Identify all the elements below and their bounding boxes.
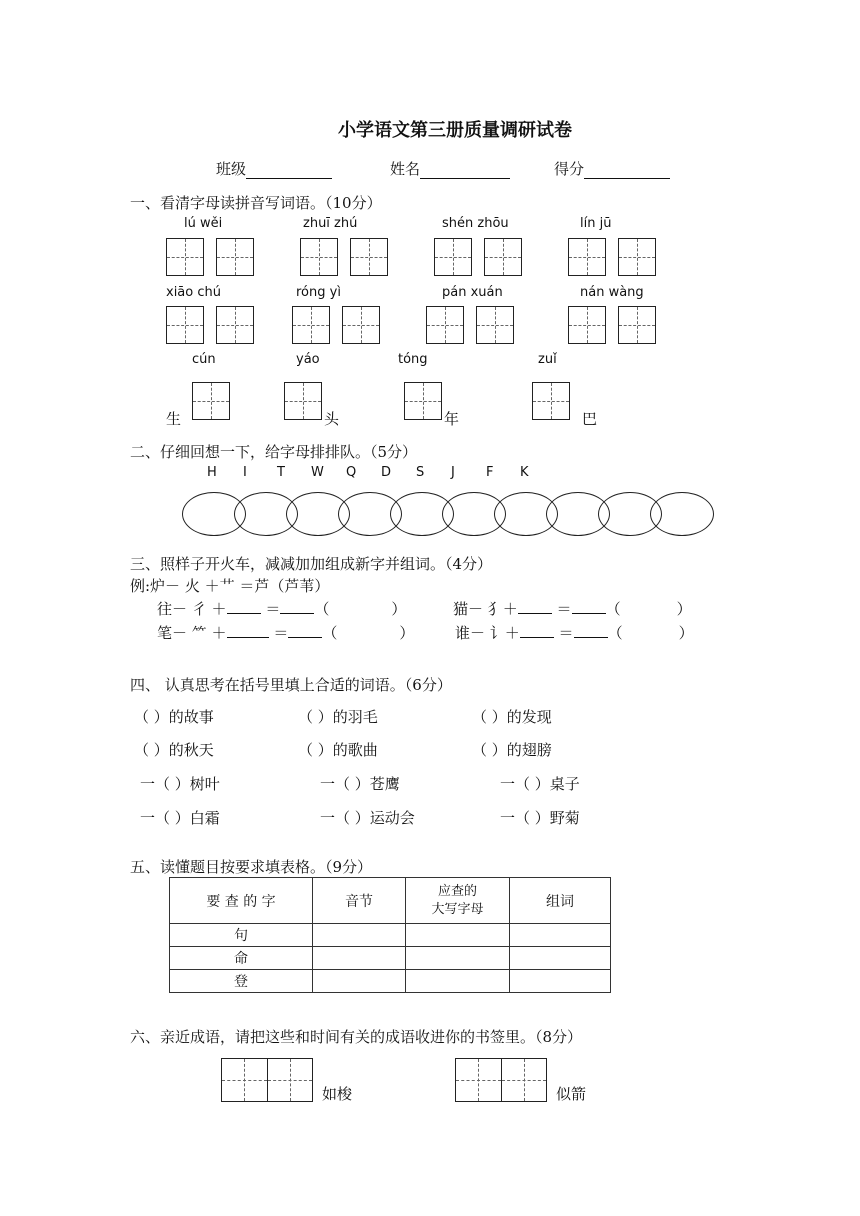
pinyin-xiao-chu: xiāo chú	[166, 285, 221, 300]
class-field	[216, 158, 332, 179]
answer-blank[interactable]	[280, 599, 314, 614]
train-prompt: 猫－ 犭＋	[453, 600, 518, 618]
tianzige-box[interactable]	[532, 382, 570, 420]
letter-h: H	[207, 465, 217, 480]
name-input[interactable]	[420, 162, 510, 179]
header-char: 要 查 的 字	[170, 878, 313, 924]
answer-cell[interactable]	[313, 947, 406, 970]
pinyin-lin-ju: lín jū	[580, 216, 612, 231]
answer-cell[interactable]	[510, 970, 611, 993]
example-line: 例:炉－ 火 ＋艹 ＝芦（芦苇）	[130, 577, 330, 595]
header-letter: 应查的 大写字母	[406, 878, 510, 924]
answer-cell[interactable]	[406, 924, 510, 947]
tianzige-box[interactable]	[292, 306, 330, 344]
idiom-box-rusuo[interactable]	[221, 1058, 313, 1102]
tianzige-box[interactable]	[426, 306, 464, 344]
fill-item[interactable]: （ ）的歌曲	[298, 741, 378, 759]
section4-heading: 四、 认真思考在括号里填上合适的词语。（6分）	[130, 676, 452, 694]
idiom-cell[interactable]	[502, 1059, 547, 1101]
pinyin-zui: zuǐ	[538, 352, 557, 367]
pinyin-yao: yáo	[296, 352, 320, 367]
answer-blank[interactable]	[227, 623, 269, 638]
fill-item[interactable]: 一（ ）苍鹰	[320, 775, 400, 793]
tianzige-box[interactable]	[342, 306, 380, 344]
fill-item[interactable]: （ ）的羽毛	[298, 708, 378, 726]
score-input[interactable]	[584, 162, 670, 179]
section1-heading: 一、看清字母读拼音写词语。（10分）	[130, 194, 382, 212]
train-prompt: 谁－ 讠＋	[455, 624, 520, 642]
letter-d: D	[381, 465, 392, 480]
oval-slot[interactable]	[650, 492, 714, 536]
tianzige-box[interactable]	[476, 306, 514, 344]
name-label: 姓名	[390, 160, 421, 178]
train-item-bi: 笔－ ⺮ ＋ ＝ （ ）	[157, 624, 415, 642]
paren-close: ）	[399, 624, 415, 642]
tianzige-box[interactable]	[618, 306, 656, 344]
pinyin-pan-xuan: pán xuán	[442, 285, 503, 300]
pinyin-zhui-zhu: zhuī zhú	[303, 216, 358, 231]
letter-s: S	[416, 465, 425, 480]
fill-item[interactable]: （ ）的翅膀	[472, 741, 552, 759]
fill-item[interactable]: 一（ ）桌子	[500, 775, 580, 793]
table-row	[170, 947, 611, 970]
pinyin-shen-zhou: shén zhōu	[442, 216, 509, 231]
train-item-shui: 谁－ 讠＋ ＝ （ ）	[455, 624, 694, 642]
header-word: 组词	[510, 878, 611, 924]
idiom-cell[interactable]	[456, 1059, 502, 1101]
idiom-suffix-rusuo: 如梭	[322, 1085, 353, 1103]
letter-f: F	[486, 465, 494, 480]
answer-blank[interactable]	[227, 599, 261, 614]
pinyin-cun: cún	[192, 352, 216, 367]
fill-item[interactable]: 一（ ）运动会	[320, 809, 415, 827]
answer-cell[interactable]	[313, 970, 406, 993]
paren-open: （	[605, 600, 621, 618]
score-field	[554, 158, 670, 179]
train-item-wang: 往－ 彳 ＋ ＝ （ ）	[157, 600, 407, 618]
pinyin-rong-yi: róng yì	[296, 285, 341, 300]
section2-heading: 二、仔细回想一下，给字母排排队。（5分）	[130, 443, 418, 461]
fill-item[interactable]: 一（ ）树叶	[140, 775, 220, 793]
fill-item[interactable]: 一（ ）白霜	[140, 809, 220, 827]
page-title: 小学语文第三册质量调研试卷	[338, 120, 572, 141]
fill-item[interactable]: 一（ ）野菊	[500, 809, 580, 827]
row-char: 登	[170, 970, 313, 993]
pinyin-lu-wei: lú wěi	[184, 216, 223, 231]
class-input[interactable]	[246, 162, 332, 179]
tianzige-box[interactable]	[618, 238, 656, 276]
pinyin-tong: tóng	[398, 352, 428, 367]
answer-blank[interactable]	[518, 599, 552, 614]
answer-cell[interactable]	[313, 924, 406, 947]
char-tou: 头	[324, 410, 340, 428]
answer-cell[interactable]	[406, 947, 510, 970]
letter-q: Q	[346, 465, 357, 480]
tianzige-box[interactable]	[166, 306, 204, 344]
table-row	[170, 970, 611, 993]
table-header-row	[170, 878, 611, 924]
fill-item[interactable]: （ ）的秋天	[134, 741, 214, 759]
tianzige-box[interactable]	[568, 306, 606, 344]
tianzige-box[interactable]	[216, 306, 254, 344]
char-nian: 年	[444, 410, 460, 428]
train-prompt: 笔－ ⺮ ＋	[157, 624, 227, 642]
paren-open: （	[322, 624, 338, 642]
tianzige-box[interactable]	[568, 238, 606, 276]
name-field	[390, 158, 510, 179]
tianzige-box[interactable]	[434, 238, 472, 276]
paren-close: ）	[678, 624, 694, 642]
fill-item[interactable]: （ ）的发现	[472, 708, 552, 726]
score-label: 得分	[554, 160, 585, 178]
answer-cell[interactable]	[510, 924, 611, 947]
lookup-table	[169, 877, 611, 993]
fill-item[interactable]: （ ）的故事	[134, 708, 214, 726]
idiom-box-sijian[interactable]	[455, 1058, 547, 1102]
tianzige-box[interactable]	[284, 382, 322, 420]
letter-t: T	[277, 465, 285, 480]
header-syllable: 音节	[313, 878, 406, 924]
table-row	[170, 924, 611, 947]
train-item-mao: 猫－ 犭＋ ＝ （ ）	[453, 600, 692, 618]
idiom-cell[interactable]	[268, 1059, 313, 1101]
section6-heading: 六、亲近成语，请把这些和时间有关的成语收进你的书签里。（8分）	[130, 1028, 583, 1046]
paren-open: （	[314, 600, 330, 618]
letter-i: I	[243, 465, 247, 480]
class-label: 班级	[216, 160, 247, 178]
paren-close: ）	[676, 600, 692, 618]
letter-j: J	[451, 465, 455, 480]
tianzige-box[interactable]	[300, 238, 338, 276]
letter-w: W	[311, 465, 324, 480]
answer-cell[interactable]	[406, 970, 510, 993]
answer-blank[interactable]	[574, 623, 608, 638]
row-char: 句	[170, 924, 313, 947]
paren-open: （	[607, 624, 623, 642]
tianzige-box[interactable]	[484, 238, 522, 276]
tianzige-box[interactable]	[166, 238, 204, 276]
section3-heading: 三、照样子开火车，减减加加组成新字并组词。（4分）	[130, 555, 493, 573]
idiom-suffix-sijian: 似箭	[556, 1085, 587, 1103]
idiom-cell[interactable]	[222, 1059, 268, 1101]
tianzige-box[interactable]	[350, 238, 388, 276]
tianzige-box[interactable]	[192, 382, 230, 420]
tianzige-box[interactable]	[216, 238, 254, 276]
answer-blank[interactable]	[288, 623, 322, 638]
answer-blank[interactable]	[572, 599, 606, 614]
answer-blank[interactable]	[520, 623, 554, 638]
tianzige-box[interactable]	[404, 382, 442, 420]
section5-heading: 五、读懂题目按要求填表格。（9分）	[130, 858, 373, 876]
letter-k: K	[520, 465, 529, 480]
train-prompt: 往－ 彳 ＋	[157, 600, 227, 618]
char-sheng: 生	[166, 410, 182, 428]
row-char: 命	[170, 947, 313, 970]
answer-cell[interactable]	[510, 947, 611, 970]
pinyin-nan-wang: nán wàng	[580, 285, 644, 300]
char-ba: 巴	[582, 410, 598, 428]
paren-close: ）	[391, 600, 407, 618]
